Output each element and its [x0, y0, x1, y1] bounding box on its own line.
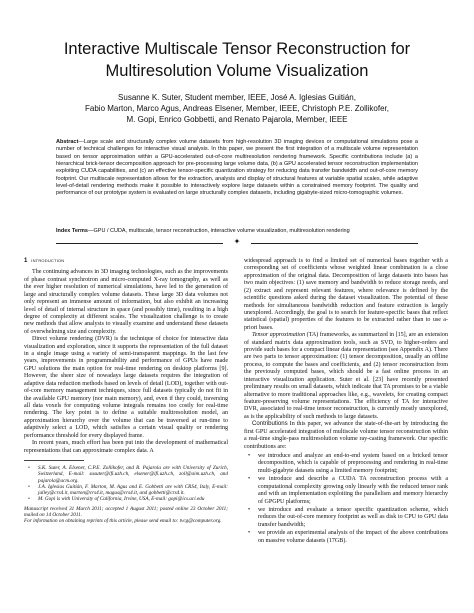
author-line-2: Fabio Marton, Marco Agus, Andreas Elsener, Member, IEEE, Christoph P.E. Zollikofer, [85, 104, 389, 113]
divider-line-left [56, 243, 223, 244]
intro-paragraph-3: In recent years, much effort has been put into the development of mathematical representations that can approximate complex data. A [24, 440, 228, 454]
reprints-note: For information on obtaining reprints of this article, please send email to: tvcg@computer.org. [24, 518, 222, 525]
footnotes [24, 465, 228, 525]
index-terms-label: Index Terms [56, 228, 88, 234]
footnote-affiliation-1: • S.K. Suter, A. Elsener, C.P.E. Zollikofer, and R. Pajarola are with University of Zurich, Switzerland, E-mail: susuter@ifi.uzh.ch, elsener@ifi.uzh.ch, zoll@aim.uzh.ch, and pajarola@acm.org. [24, 465, 228, 484]
contribution-item-2: • we introduce and describe a CUDA TA reconstruction process with a computational complexity growing only linearly with the reduced tensor rank and with an implementation exploiting the parallelism and memory hierarchy of GPGPU platforms; [244, 476, 448, 506]
section-heading [24, 258, 228, 265]
contributions-text: In this paper, we advance the state-of-the-art by introducing the first GPU accelerated integration of multiscale volume tensor reconstruction within a real-time single-pass multiresolution volume ray-casting framework. Our specific contributions are: [244, 421, 448, 450]
index-terms-text: —GPU / CUDA, multiscale, tensor reconstruction, interactive volume visualization, multiresolution rendering [88, 228, 350, 234]
contribution-item-3: • we introduce and evaluate a tensor specific quantization scheme, which reduces the out-of-core memory footprint as well as disk to CPU to GPU data transfer bandwidth; [244, 507, 448, 529]
divider-line-right [251, 243, 418, 244]
intro-paragraph-2: Direct volume rendering (DVR) is the technique of choice for interactive data visualization and exploration, since it supports the representation of the full dataset in a single image using a variety of semi-transparent mappings. In the last few years, improvements in programmability and performance of GPUs have made GPU solutions the main option for real-time rendering on desktop platforms [9]. However, the sheer size of nowadays large datasets requires the integration of adaptive data reduction methods based on levels of detail (LOD), together with out-of-core memory management techniques, since full datasets typically do not fit in the available GPU memory (nor main memory), and, even if they could, traversing all data voxels for computing volume integrals remains too costly for real-time rendering. The key point is to define a suitable multiresolution model, an approximation hierarchy over the volume that can be traversed at run-time to adaptively select a LOD, which satisfies a certain visual quality or rendering performance threshold for every displayed frame. [24, 336, 228, 439]
contributions-label: Contributions [252, 421, 288, 428]
manuscript-note: Manuscript received 31 March 2011; accepted 1 August 2011; posted online 23 October 2011; mailed on 14 October 2011. [24, 505, 228, 519]
author-line-1: Susanne K. Suter, Student member, IEEE, José A. Iglesias Guitián, [118, 93, 356, 102]
index-terms [56, 228, 418, 235]
right-column [244, 258, 448, 545]
abstract-label: Abstract [56, 139, 79, 145]
abstract [56, 139, 418, 198]
section-divider [56, 237, 418, 248]
divider-diamond-icon: ✦ [233, 237, 241, 246]
contributions-list [244, 453, 448, 545]
tensor-approximation-term: Tensor approximation [252, 332, 306, 339]
footnote-rule [24, 460, 84, 461]
intro-paragraph-5 [244, 332, 448, 421]
left-column [24, 258, 228, 525]
section-title: introduction [31, 258, 65, 264]
intro-paragraph-5-text: (TA) frameworks, as summarized in [15], are an extension of standard matrix data approximation tools, such as SVD, to higher-orders and provide such bases for a compact linear data representation (see Appendix A). There are two parts to tensor approximation: (1) tensor decomposition, usually an offline process, to compute the bases and coefficients, and (2) tensor reconstruction from the previously computed bases, which should be a fast online process in an interactive visualization application. Suter et al. [23] have recently presented preliminary results on small datasets, which indicate that TA promises to be a viable alternative to more traditional approaches like, e.g., wavelets, for creating compact feature-preserving volume representations. The efficiency of TA for interactive DVR, associated to real-time tensor reconstruction, is currently mostly unexplored, as is the applicability of such methods to large datasets. [244, 332, 448, 420]
footnote-affiliation-2: • J.A. Iglesias Guitián, F. Marton, M. Agus and E. Gobbetti are with CRS4, Italy, E-mail: jalley@crs4.it, marton@crs4.it, magus@crs4.it, and gobbetti@crs4.it. [24, 484, 228, 497]
intro-paragraph-4: widespread approach is to find a limited set of numerical bases together with a corresponding set of coefficients whose weighted linear combination is a close approximation of the original data. Decomposition of large datasets into bases has two main objectives: (1) save memory and bandwidth to reduce storage needs, and (2) extract and represent relevant features, where relevance is defined by the scientific questions asked during the dataset visualization. The potential of these methods for simultaneous bandwidth reduction and feature extraction is largely unexplored. Accordingly, the goal is to search for feature-specific bases that reflect statistical (spatial) properties of the features to be extracted rather than to use a-priori bases. [244, 258, 448, 331]
abstract-text: —Large scale and structurally complex volume datasets from high-resolution 3D imaging devices or computational simulations pose a number of technical challenges for interactive visual analysis. In this paper, we present the first integration of a multiscale volume representation based on tensor approximation within a GPU-accelerated out-of-core multiresolution rendering framework. Specific contributions include (a) a hierarchical brick-tensor decomposition approach for pre-processing large volume data, (b) a GPU accelerated tensor reconstruction implementation exploiting CUDA capabilities, and (c) an effective tensor-specific quantization strategy for reducing data transfer bandwidth and out-of-core memory footprint. Our multiscale representation allows for the extraction, analysis and display of structural features at variable spatial scales, while adaptive level-of-detail rendering methods make it possible to interactively explore large datasets within a constrained memory footprint. The quality and performance of our prototype system is evaluated on large structurally complex datasets, including gigabyte-sized micro-tomographic volumes. [56, 139, 418, 197]
contributions-paragraph [244, 421, 448, 451]
section-number: 1 [24, 258, 28, 264]
footnote-affiliation-3: • M. Gopi is with University of California, Irvine, USA, E-mail: gopi@ics.uci.edu [24, 496, 228, 502]
paper-title [20, 38, 454, 82]
paper-title-line-1: Interactive Multiscale Tensor Reconstruction for [63, 40, 411, 58]
paper-title-line-2: Multiresolution Volume Visualization [105, 62, 369, 80]
author-list [24, 92, 450, 125]
contribution-item-4: • we provide an experimental analysis of the impact of the above contributions on massive volume datasets (17GB). [244, 530, 448, 545]
author-line-3: M. Gopi, Enrico Gobbetti, and Renato Pajarola, Member, IEEE [126, 115, 348, 124]
contribution-item-1: • we introduce and analyze an end-to-end system based on a bricked tensor decomposition, which is capable of preprocessing and rendering in real-time multi-gigabyte datasets using a limited memory footprint; [244, 453, 448, 475]
intro-paragraph-1: The continuing advances in 3D imaging technologies, such as the improvements of phase contrast synchrotron and micro-computed X-ray tomography, as well as the ever higher resolution of numerical simulations, have led to the generation of large and structurally complex volume datasets. These large 3D data volumes not only represent an immense amount of information, but also exhibit an increasing level of detail of internal structure in space (and possibly time), resulting in a high degree of complexity at different scales. The visualization challenge is to create new methods that allow analysts to visually examine and understand these datasets of overwhelming size and complexity. [24, 269, 228, 335]
